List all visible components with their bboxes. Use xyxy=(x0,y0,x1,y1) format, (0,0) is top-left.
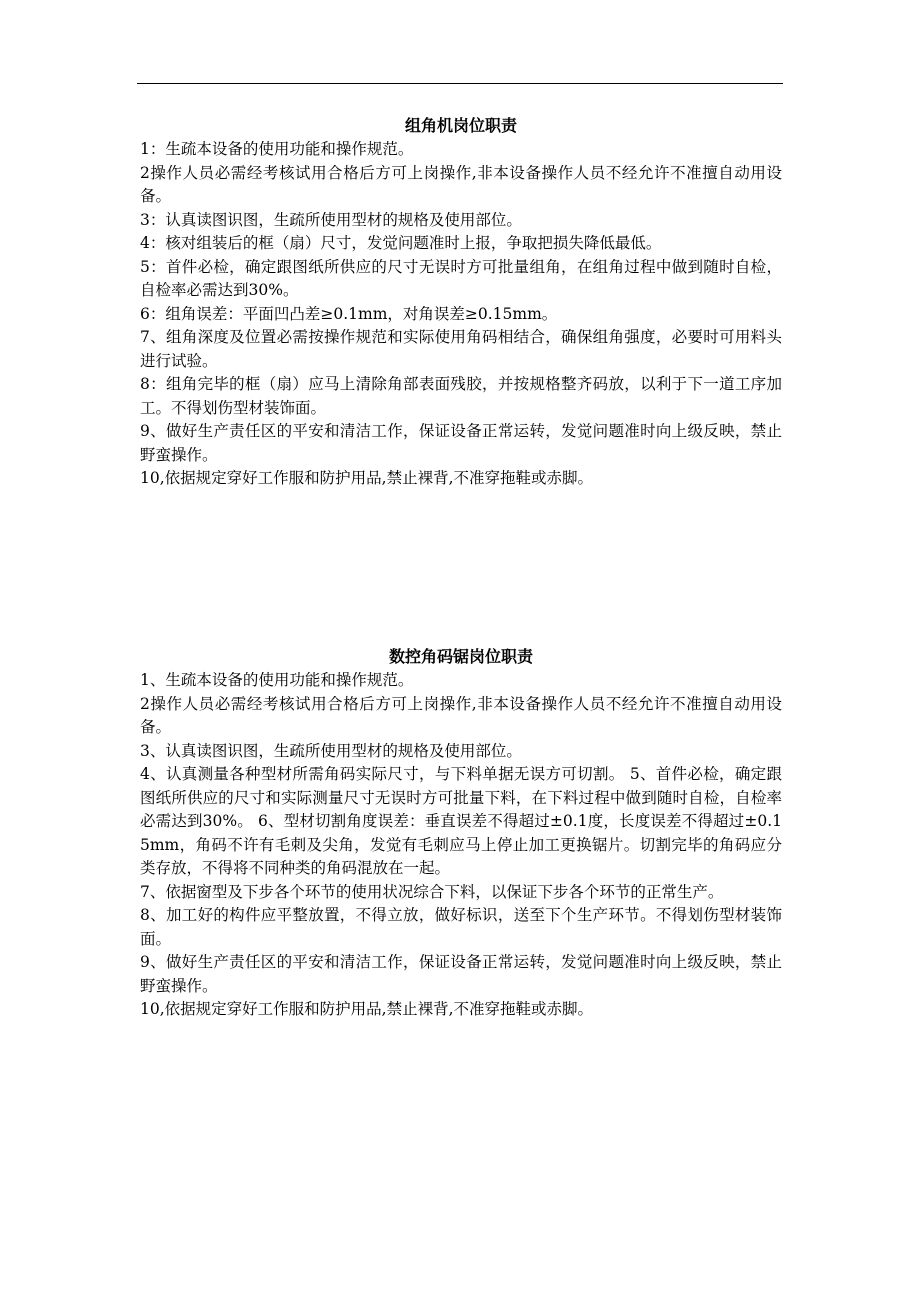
header-rule xyxy=(137,83,783,84)
clause-5: 5：首件必检，确定跟图纸所供应的尺寸无误时方可批量组角，在组角过程中做到随时自检，自检率必需达到30%。 xyxy=(140,257,782,299)
clause-7: 7、组角深度及位置必需按操作规范和实际使用角码相结合，确保组角强度，必要时可用料头进行试验。 xyxy=(140,328,782,370)
clause-9: 9、做好生产责任区的平安和清洁工作，保证设备正常运转，发觉问题准时向上级反映，禁止野蛮操作。 xyxy=(140,953,782,995)
clause-6: 6：组角误差：平面凹凸差≥0.1mm，对角误差≥0.15mm。 xyxy=(140,304,558,323)
clause-3: 3：认真读图识图，生疏所使用型材的规格及使用部位。 xyxy=(140,210,522,229)
section-corner-crimping-machine xyxy=(140,114,782,491)
clause-8: 8、加工好的构件应平整放置，不得立放，做好标识，送至下个生产环节。不得划伤型材装饰面。 xyxy=(140,906,782,948)
clause-2: 2操作人员必需经考核试用合格后方可上岗操作,非本设备操作人员不经允许不准擅自动用设备。 xyxy=(140,694,782,736)
clause-7: 7、依据窗型及下步各个环节的使用状况综合下料，以保证下步各个环节的正常生产。 xyxy=(140,882,724,901)
clause-8: 8：组角完毕的框（扇）应马上清除角部表面残胶，并按规格整齐码放，以利于下一道工序加工。不得划伤型材装饰面。 xyxy=(140,375,782,417)
clause-1: 1、生疏本设备的使用功能和操作规范。 xyxy=(140,671,414,689)
section-title: 组角机岗位职责 xyxy=(404,116,517,135)
clause-10: 10,依据规定穿好工作服和防护用品,禁止裸背,不准穿拖鞋或赤脚。 xyxy=(140,1000,594,1018)
section-cnc-corner-saw xyxy=(140,645,782,1022)
clause-3: 3、认真读图识图，生疏所使用型材的规格及使用部位。 xyxy=(140,741,522,760)
clause-4: 4：核对组装后的框（扇）尺寸，发觉问题准时上报，争取把损失降低最低。 xyxy=(140,234,662,252)
clause-4-6: 4、认真测量各种型材所需角码实际尺寸，与下料单据无误方可切割。 5、首件必检，确定跟图纸所供应的尺寸和实际测量尺寸无误时方可批量下料，在下料过程中做到随时自检，自检率必需达到30%。 6、型材切割角度误差：垂直误差不得超过±0.1度，长度误差不得超过±0.15mm，角码不许有毛刺及尖角，发觉有毛刺应马上停止加工更换锯片。切割完毕的角码应分类存放，不得将不同种类的角码混放在一起。 xyxy=(140,765,782,877)
clause-1: 1：生疏本设备的使用功能和操作规范。 xyxy=(140,140,414,158)
section-title: 数控角码锯岗位职责 xyxy=(388,647,533,666)
clause-10: 10,依据规定穿好工作服和防护用品,禁止裸背,不准穿拖鞋或赤脚。 xyxy=(140,469,594,487)
clause-2: 2操作人员必需经考核试用合格后方可上岗操作,非本设备操作人员不经允许不准擅自动用设备。 xyxy=(140,163,782,205)
clause-9: 9、做好生产责任区的平安和清洁工作，保证设备正常运转，发觉问题准时向上级反映，禁止野蛮操作。 xyxy=(140,422,782,464)
